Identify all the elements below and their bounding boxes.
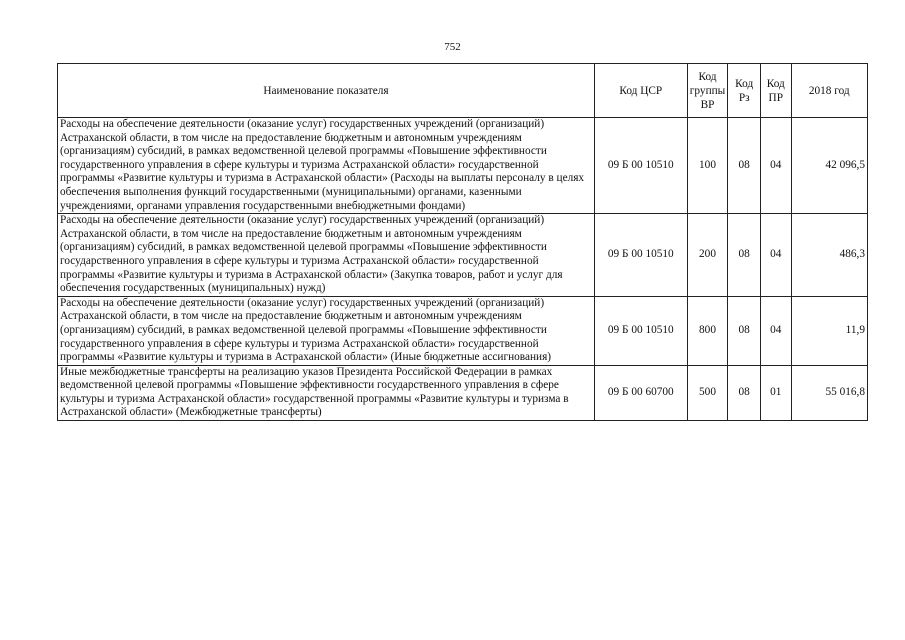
header-name: Наименование показателя: [58, 64, 595, 118]
header-pr: Код ПР: [760, 64, 791, 118]
budget-table: [57, 63, 868, 421]
header-csr: Код ЦСР: [594, 64, 687, 118]
row-name: Расходы на обеспечение деятельности (оказание услуг) государственных учреждений (организаций) Астраханской области, в том числе на предоставление бюджетным и автономным учреждениям (организациям) субсидий, в рамках ведомственной целевой программы «Повышение эффективности государственного управления в сфере культуры и туризма Астраханской области» государственной программы «Развитие культуры и туризма в Астраханской области» (Расходы на выплаты персоналу в целях обеспечения выполнения функций государственными (муниципальными) органами, казенными учреждениями, органами управления государственными внебюджетными фондами): [58, 118, 595, 214]
row-csr: 09 Б 00 10510: [594, 296, 687, 365]
row-pr: 04: [760, 296, 791, 365]
table-row: [58, 214, 868, 297]
row-vr: 100: [687, 118, 728, 214]
table-row: [58, 118, 868, 214]
table-row: [58, 296, 868, 365]
table-header: [58, 64, 868, 118]
row-csr: 09 Б 00 60700: [594, 365, 687, 420]
row-name: Иные межбюджетные трансферты на реализацию указов Президента Российской Федерации в рамках ведомственной целевой программы «Повышение эффективности государственного управления в сфере культуры и туризма Астраханской области» государственной программы «Развитие культуры и туризма в Астраханской области» (Межбюджетные трансферты): [58, 365, 595, 420]
row-vr: 200: [687, 214, 728, 297]
row-amount: 55 016,8: [791, 365, 867, 420]
row-rz: 08: [728, 118, 761, 214]
header-rz: Код Рз: [728, 64, 761, 118]
row-vr: 800: [687, 296, 728, 365]
row-rz: 08: [728, 365, 761, 420]
row-pr: 01: [760, 365, 791, 420]
row-csr: 09 Б 00 10510: [594, 214, 687, 297]
row-rz: 08: [728, 214, 761, 297]
row-pr: 04: [760, 118, 791, 214]
header-vr: Код группы ВР: [687, 64, 728, 118]
row-amount: 11,9: [791, 296, 867, 365]
row-vr: 500: [687, 365, 728, 420]
row-amount: 42 096,5: [791, 118, 867, 214]
row-amount: 486,3: [791, 214, 867, 297]
row-name: Расходы на обеспечение деятельности (оказание услуг) государственных учреждений (организаций) Астраханской области, в том числе на предоставление бюджетным и автономным учреждениям (организациям) субсидий, в рамках ведомственной целевой программы «Повышение эффективности государственного управления в сфере культуры и туризма Астраханской области» государственной программы «Развитие культуры и туризма в Астраханской области» (Закупка товаров, работ и услуг для обеспечения государственных (муниципальных) нужд): [58, 214, 595, 297]
table-row: [58, 365, 868, 420]
page-number: 752: [444, 41, 461, 53]
row-name: Расходы на обеспечение деятельности (оказание услуг) государственных учреждений (организаций) Астраханской области, в том числе на предоставление бюджетным и автономным учреждениям (организациям) субсидий, в рамках ведомственной целевой программы «Повышение эффективности государственного управления в сфере культуры и туризма Астраханской области» государственной программы «Развитие культуры и туризма в Астраханской области» (Иные бюджетные ассигнования): [58, 296, 595, 365]
header-year: 2018 год: [791, 64, 867, 118]
row-pr: 04: [760, 214, 791, 297]
row-csr: 09 Б 00 10510: [594, 118, 687, 214]
row-rz: 08: [728, 296, 761, 365]
